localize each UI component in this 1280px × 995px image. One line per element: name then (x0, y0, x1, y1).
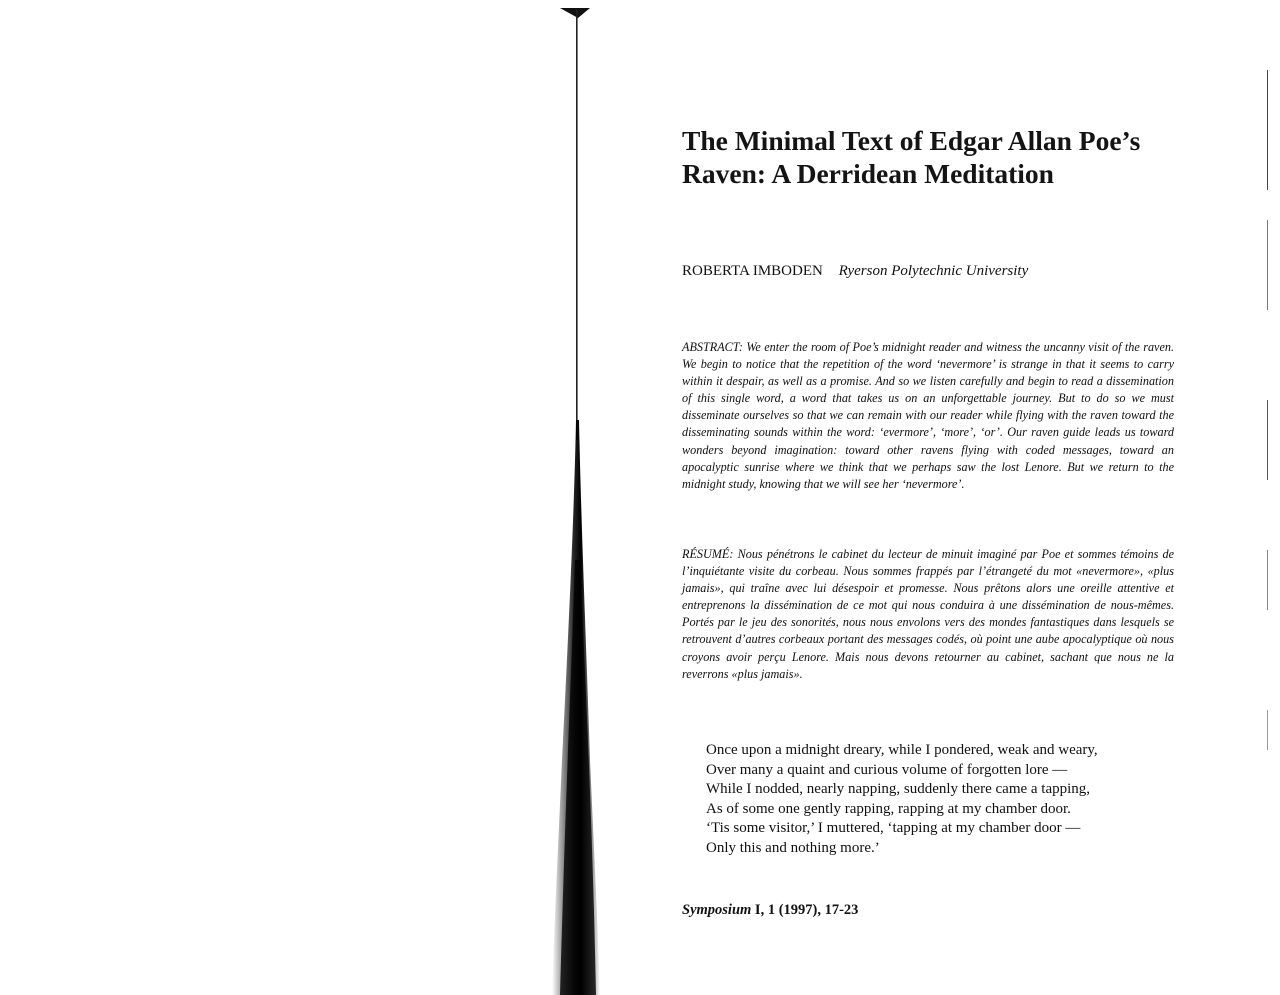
article-title-line-1: The Minimal Text of Edgar Allan Poe’s (682, 125, 1141, 156)
abstract-french: RÉSUMÉ: Nous pénétrons le cabinet du lecteur de minuit imaginé par Poe et sommes témoins de l’inquiétante visite du corbeau. Nous sommes frappés par l’étrangeté du mot «nevermore», «plus jamais», qui traîne avec lui désespoir et promesse. Nous prêtons alors une oreille attentive et entreprenons la dissémination de ce mot qui nous conduira à une dissémination de nous-mêmes. Portés par le jeu des sonorités, nous nous envolons vers des mondes fantastiques dans lesquels se retrouvent d’autres corbeaux portant des messages codés, où point une aube apocalyptique où nous croyons avoir perçu Lenore. Mais nous devons retourner au cabinet, sachant que nous ne la reverrons «plus jamais». (682, 547, 1174, 681)
poem-line: As of some one gently rapping, rapping at my chamber door. (706, 800, 1071, 817)
book-gutter-shadow (548, 0, 608, 995)
abstract-english: ABSTRACT: We enter the room of Poe’s midnight reader and witness the uncanny visit of the raven. We begin to notice that the repetition of the word ‘nevermore’ is strange in that it seems to carry within it despair, as well as a promise. And so we listen carefully and begin to read a dissemination of this single word, a word that takes us on an unforgettable journey. But to do so we must disseminate ourselves so that we can remain with our reader while flying with the raven toward the disseminating sounds within the word: ‘evermore’, ‘more’, ‘or’. Our raven guide leads us toward wonders beyond imagination: toward other ravens flying with coded messages, toward an apocalyptic sunrise where we think that we perhaps saw the lost Lenore. But we return to the midnight study, knowing that we will see her ‘nevermore’. (682, 340, 1174, 491)
poem-line: Over many a quaint and curious volume of forgotten lore — (706, 761, 1068, 778)
author-name: ROBERTA IMBODEN (682, 263, 823, 279)
journal-citation (682, 901, 858, 919)
journal-volume-pages: I, 1 (1997), 17-23 (751, 902, 859, 918)
journal-name: Symposium (682, 902, 752, 918)
byline (682, 262, 1028, 280)
article-title (682, 124, 1182, 190)
poem-line: ‘Tis some visitor,’ I muttered, ‘tapping at my chamber door — (706, 820, 1081, 836)
author-affiliation: Ryerson Polytechnic University (838, 263, 1029, 279)
poem-line: Once upon a midnight dreary, while I pondered, weak and weary, (706, 742, 1098, 758)
article-page (682, 0, 1174, 995)
poem-epigraph (706, 741, 1176, 858)
poem-line: Only this and nothing more.’ (706, 839, 880, 856)
article-title-line-2: Raven: A Derridean Meditation (682, 158, 1054, 189)
page-edge-line (1266, 70, 1269, 870)
poem-line: While I nodded, nearly napping, suddenly there came a tapping, (706, 781, 1091, 797)
